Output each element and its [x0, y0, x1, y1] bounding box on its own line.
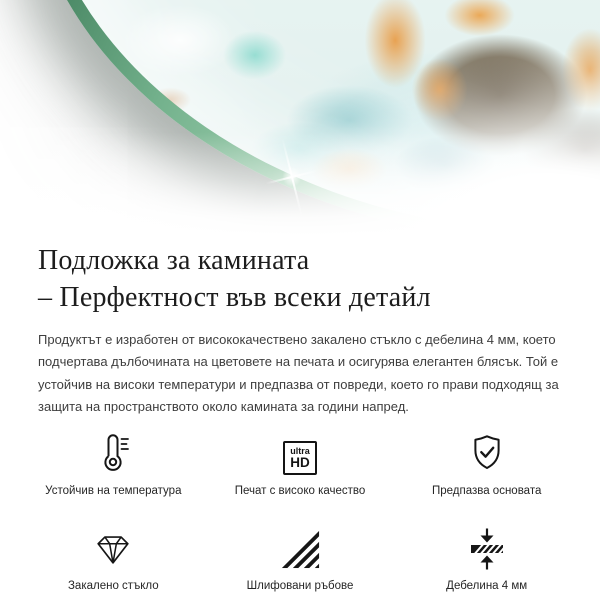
ultra-hd-icon: ultra HD: [283, 429, 317, 475]
feature-label: Печат с високо качество: [234, 484, 366, 497]
page-title: [38, 242, 562, 316]
feature-tempered-glass: [20, 524, 207, 593]
features-grid: [0, 429, 600, 593]
feature-label: Предпазва основата: [431, 484, 542, 497]
feature-label: Устойчив на температура: [45, 484, 182, 497]
title-line-2: – Перфектност във всеки детайл: [38, 282, 431, 313]
title-line-1: Подложка за камината: [38, 245, 310, 276]
hero-image: [0, 0, 600, 236]
diamond-icon: [92, 524, 134, 570]
product-description: Продуктът е изработен от висококачествено закалено стъкло с дебелина 4 мм, което подчертава дълбочината на цветовете на печата и осигурява елегантен блясък. Той е устойчив на високи температури и предпазва от повреди, което го прави подходящ за защита на пространството около камината за години напред.: [38, 332, 559, 415]
feature-print-quality: [207, 429, 394, 498]
feature-label: Шлифовани ръбове: [246, 579, 354, 592]
thickness-icon: [465, 524, 509, 570]
feature-protects-base: [393, 429, 580, 498]
feature-label: Дебелина 4 мм: [446, 579, 528, 592]
feature-temperature: [20, 429, 207, 498]
shield-check-icon: [465, 429, 509, 475]
feature-thickness: [393, 524, 580, 593]
content-section: [0, 242, 600, 419]
polished-edges-icon: [279, 524, 321, 570]
thermometer-icon: [91, 429, 135, 475]
feature-polished-edges: [207, 524, 394, 593]
feature-label: Закалено стъкло: [67, 579, 159, 592]
